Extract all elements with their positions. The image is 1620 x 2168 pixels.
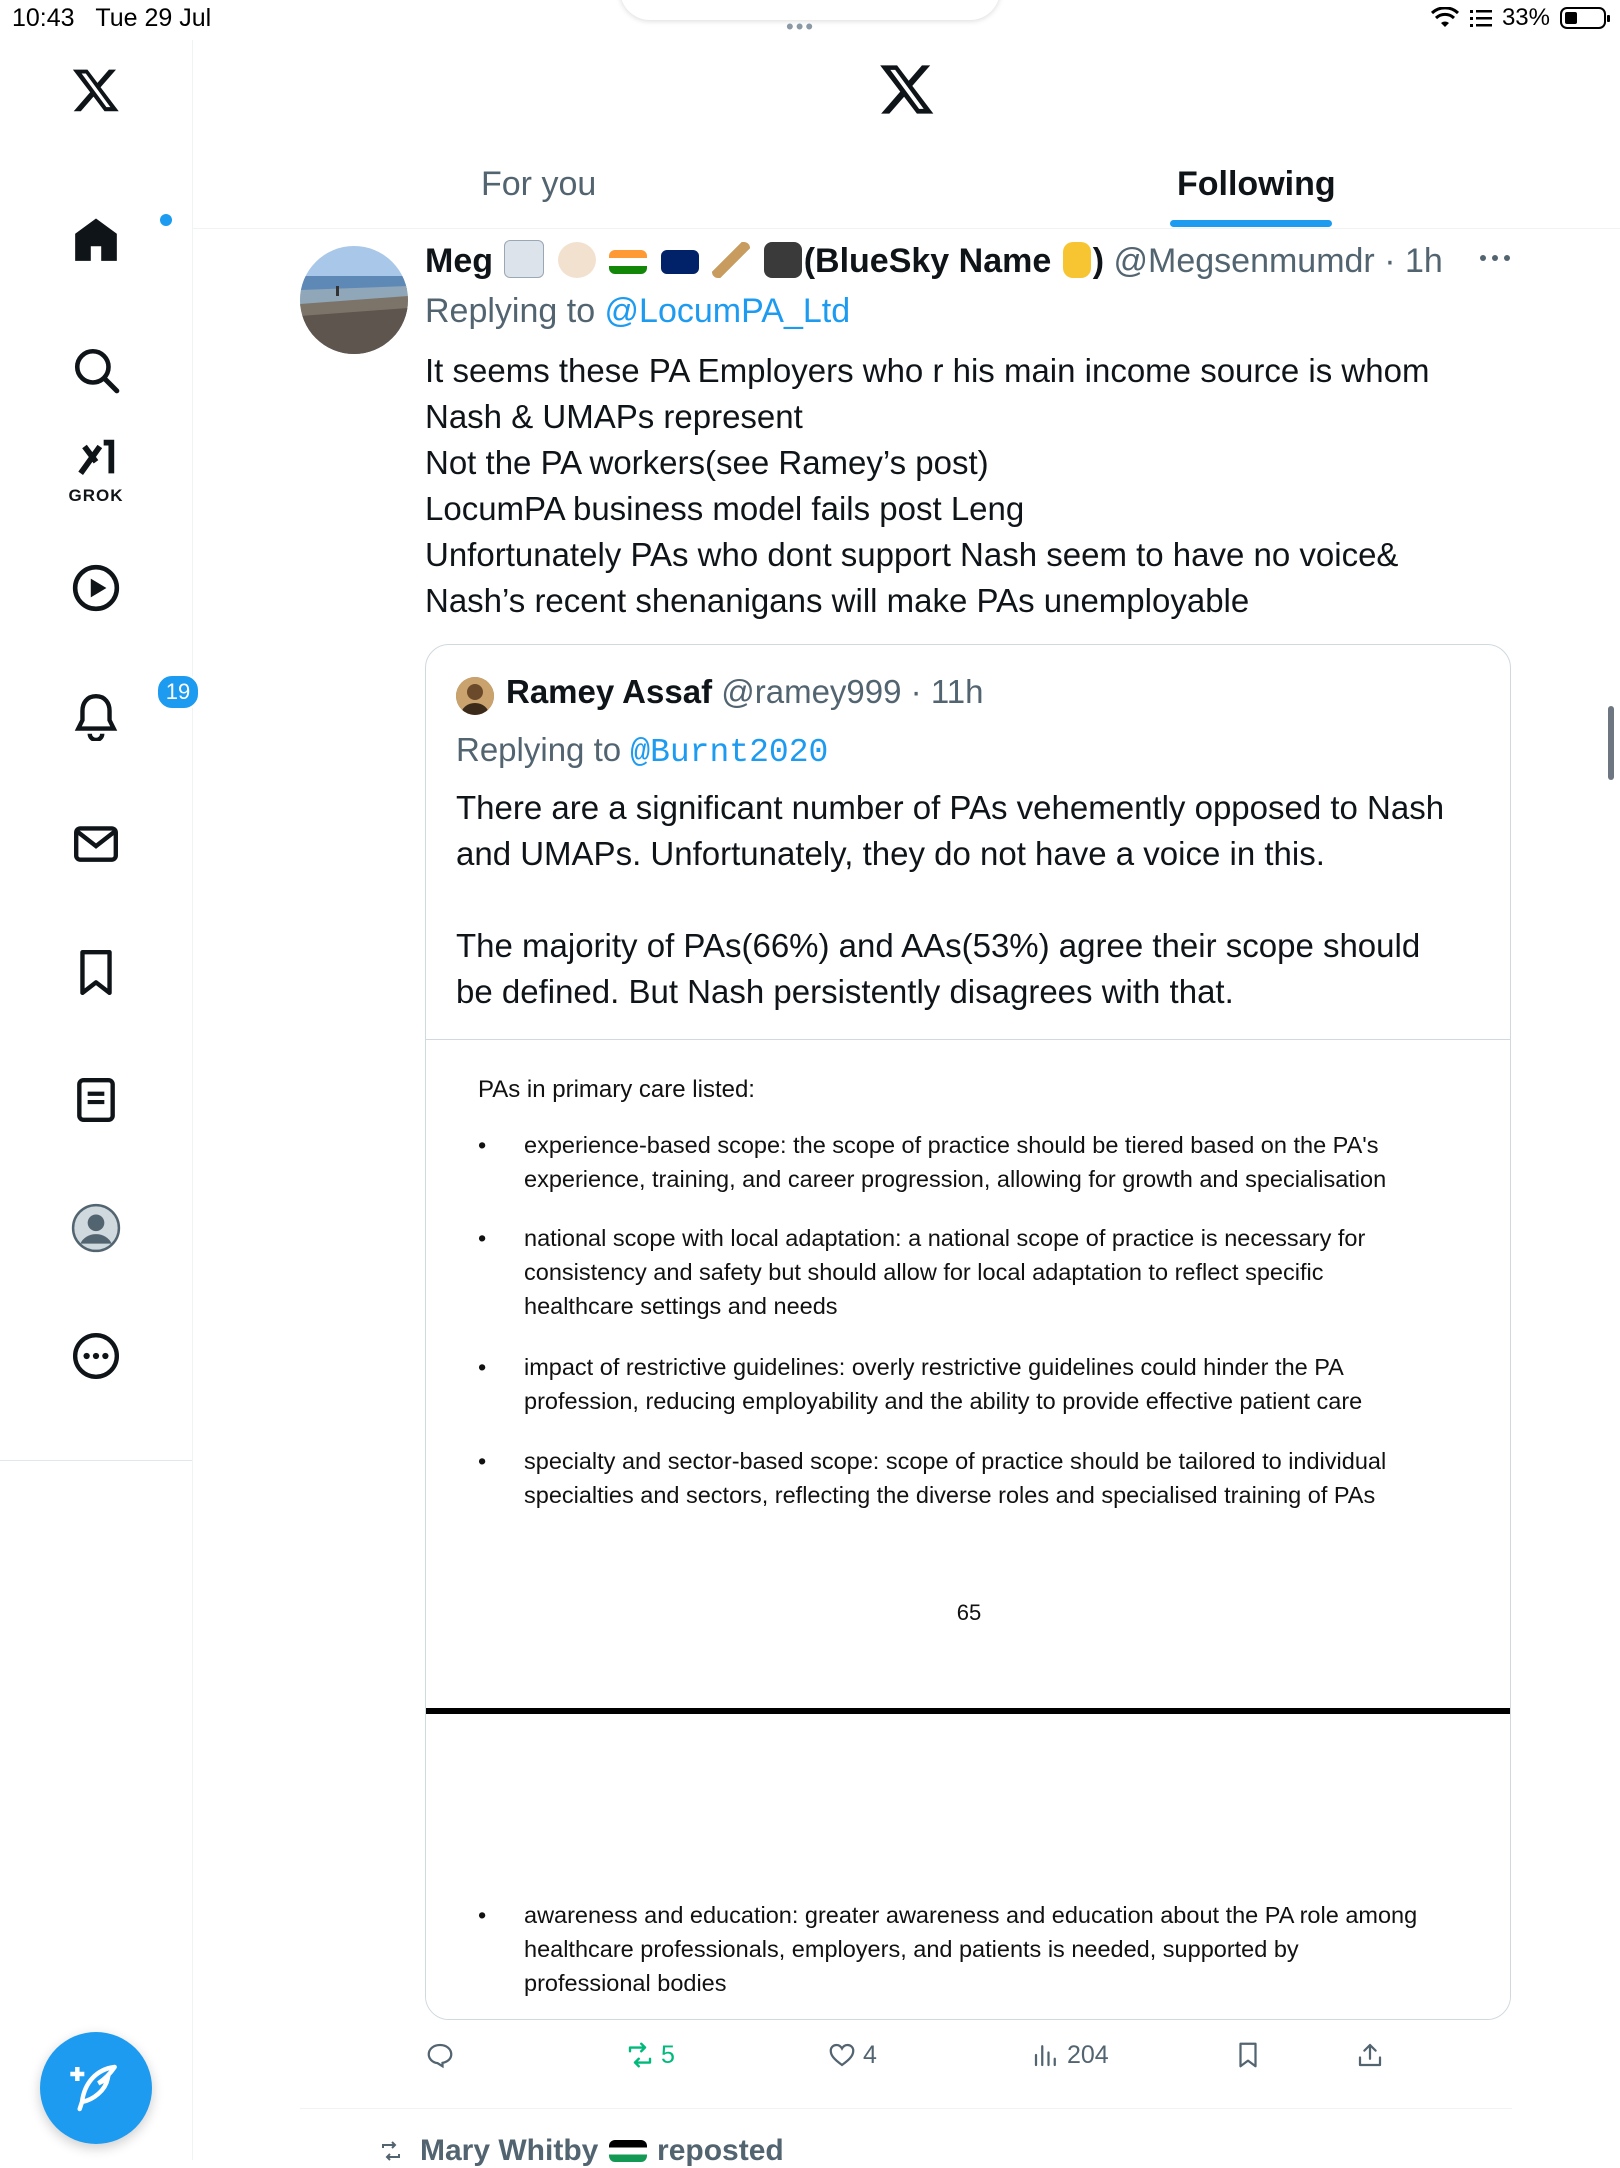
search-icon[interactable] [56, 330, 136, 410]
bullet-line: specialties and sectors, reflecting the diverse roles and specialised training of PAs [524, 1482, 1376, 1508]
author-handle[interactable]: @Megsenmumdr [1113, 242, 1375, 280]
bullet-line: awareness and education: greater awareness and education about the PA role among [524, 1902, 1418, 1928]
tweet-more-icon[interactable] [1478, 252, 1512, 264]
reposted-label: reposted [657, 2134, 784, 2167]
x-logo-icon[interactable] [56, 50, 136, 130]
flag-emoji-icon [609, 2140, 647, 2162]
grok-icon[interactable] [56, 428, 136, 508]
scrollbar[interactable] [1608, 706, 1614, 780]
notifications-badge: 19 [156, 674, 200, 710]
bookmarks-icon[interactable] [56, 932, 136, 1012]
bullet-line: impact of restrictive guidelines: overly restrictive guidelines could hinder the PA [524, 1354, 1344, 1380]
author-avatar[interactable] [300, 246, 408, 354]
multitasking-dots-icon[interactable]: ••• [786, 14, 816, 39]
tweet-text [425, 348, 1525, 624]
bullet-marker: • [478, 1448, 487, 1474]
repost-small-icon [376, 2139, 406, 2163]
compose-feather-icon [68, 2060, 124, 2116]
date: Tue 29 Jul [95, 4, 212, 32]
views-chart-icon [1031, 2040, 1061, 2070]
tab-following[interactable]: Following [1177, 164, 1336, 203]
quote-replying-to-handle[interactable]: @Burnt2020 [630, 734, 829, 771]
clock: 10:43 [12, 4, 75, 32]
bookmark-icon [1233, 2040, 1263, 2070]
views-count: 204 [1067, 2040, 1109, 2069]
bullet-line: national scope with local adaptation: a national scope of practice is necessary for [524, 1225, 1366, 1251]
active-tab-indicator [1170, 220, 1332, 227]
reply-bubble-icon [425, 2040, 455, 2070]
movie-camera-emoji-icon [764, 242, 802, 278]
home-unread-dot [160, 214, 172, 226]
document-page-number: 65 [956, 1600, 982, 1625]
reposter-name[interactable]: Mary Whitby [420, 2134, 599, 2167]
share-button[interactable] [1355, 2040, 1385, 2070]
attached-document-image[interactable] [426, 1039, 1511, 2020]
bullet-line: specialty and sector-based scope: scope of practice should be tailored to individual [524, 1448, 1387, 1474]
bullet-marker: • [478, 1132, 487, 1158]
cricket-emoji-icon [712, 242, 750, 278]
quote-text-line: There are a significant number of PAs vehemently opposed to Nash [456, 789, 1445, 826]
repost-count: 5 [661, 2040, 675, 2069]
notifications-bell-icon[interactable] [56, 676, 191, 756]
repost-button[interactable] [625, 2040, 675, 2070]
quote-text [456, 785, 1486, 1015]
wifi-icon [1430, 7, 1460, 29]
quote-header [506, 673, 983, 711]
family-emoji-icon [504, 240, 544, 278]
heart-icon [827, 2040, 857, 2070]
tweet-header [425, 240, 1443, 281]
tweet-action-bar [425, 2040, 1525, 2090]
quote-text-line [456, 877, 1486, 923]
video-play-icon[interactable] [56, 548, 136, 628]
quote-replying-prefix: Replying to [456, 731, 631, 768]
status-indicators [1430, 4, 1606, 32]
tweet-text-line: Unfortunately PAs who dont support Nash seem to have no voice& [425, 536, 1399, 573]
battery-icon [1560, 7, 1606, 29]
author-name-suffix[interactable]: (BlueSky Name [803, 242, 1052, 280]
health-worker-emoji-icon [558, 242, 596, 278]
bullet-marker: • [478, 1354, 487, 1380]
messages-envelope-icon[interactable] [56, 804, 136, 884]
tweet-text-line: Nash & UMAPs represent [425, 398, 803, 435]
like-button[interactable] [827, 2040, 877, 2070]
timeline-tabs [193, 140, 1620, 229]
bullet-line: experience, training, and career progression, allowing for growth and specialisation [524, 1166, 1387, 1192]
bookmark-button[interactable] [1233, 2040, 1263, 2070]
india-flag-icon [609, 250, 647, 274]
author-name-close: ) [1092, 242, 1105, 280]
quote-author-avatar[interactable] [456, 677, 494, 715]
bullet-line: experience-based scope: the scope of practice should be tiered based on the PA's [524, 1132, 1379, 1158]
author-name[interactable]: Meg [425, 242, 493, 280]
bullet-line: profession, reducing employability and the ability to provide effective patient care [524, 1388, 1363, 1414]
tweet-time[interactable]: · 1h [1384, 242, 1443, 280]
replying-to-line [425, 292, 850, 331]
bullet-line: healthcare professionals, employers, and patients is needed, supported by [524, 1936, 1299, 1962]
x-header-logo-icon[interactable] [878, 60, 936, 118]
share-upload-icon [1355, 2040, 1385, 2070]
bullet-marker: • [478, 1902, 487, 1928]
quoted-tweet[interactable] [425, 644, 1511, 2020]
battery-percent: 33% [1501, 4, 1550, 31]
sidebar [0, 40, 193, 2160]
tweet-text-line: LocumPA business model fails post Leng [425, 490, 1025, 527]
repost-icon [625, 2040, 655, 2070]
compose-post-button[interactable] [40, 2032, 152, 2144]
bullet-line: healthcare settings and needs [524, 1293, 838, 1319]
home-icon[interactable] [56, 200, 136, 280]
more-options-circle-icon[interactable] [56, 1316, 136, 1396]
tweet-text-line: It seems these PA Employers who r his main income source is whom [425, 352, 1430, 389]
quote-replying-to-line [456, 731, 828, 771]
bullet-line: consistency and safety but should allow for local adaptation to reflect specific [524, 1259, 1324, 1285]
pointing-down-emoji-icon [1063, 242, 1091, 278]
tweet-text-line: Nash’s recent shenanigans will make PAs unemployable [425, 582, 1250, 619]
document-page-break [426, 1708, 1511, 1714]
tweet-text-line: Not the PA workers(see Ramey’s post) [425, 444, 989, 481]
replying-prefix: Replying to [425, 292, 605, 330]
replying-to-handle[interactable]: @LocumPA_Ltd [604, 292, 851, 330]
quote-text-line: The majority of PAs(66%) and AAs(53%) agree their scope should [456, 927, 1421, 964]
bullet-line: professional bodies [524, 1970, 727, 1996]
quote-text-line: and UMAPs. Unfortunately, they do not have a voice in this. [456, 835, 1325, 872]
document-title: PAs in primary care listed: [478, 1076, 755, 1103]
uk-flag-icon [661, 250, 699, 274]
sidebar-divider [0, 1460, 192, 1461]
list-icon [1470, 8, 1492, 28]
next-post-repost-line [376, 2134, 784, 2168]
lists-icon[interactable] [56, 1060, 136, 1140]
tweet-divider [300, 2108, 1512, 2109]
status-bar [0, 0, 1620, 40]
profile-avatar-icon[interactable] [56, 1188, 136, 1268]
grok-label: GROK [68, 486, 124, 505]
quote-time[interactable]: · 11h [910, 673, 984, 710]
reply-button[interactable] [425, 2040, 455, 2070]
views-button[interactable] [1031, 2040, 1109, 2070]
tab-for-you[interactable]: For you [481, 164, 597, 203]
bullet-marker: • [478, 1225, 487, 1251]
quote-text-line: be defined. But Nash persistently disagrees with that. [456, 973, 1234, 1010]
quote-author-name[interactable]: Ramey Assaf [506, 673, 713, 710]
status-time [12, 4, 211, 33]
quote-author-handle[interactable]: @ramey999 [721, 673, 902, 710]
like-count: 4 [863, 2040, 877, 2069]
